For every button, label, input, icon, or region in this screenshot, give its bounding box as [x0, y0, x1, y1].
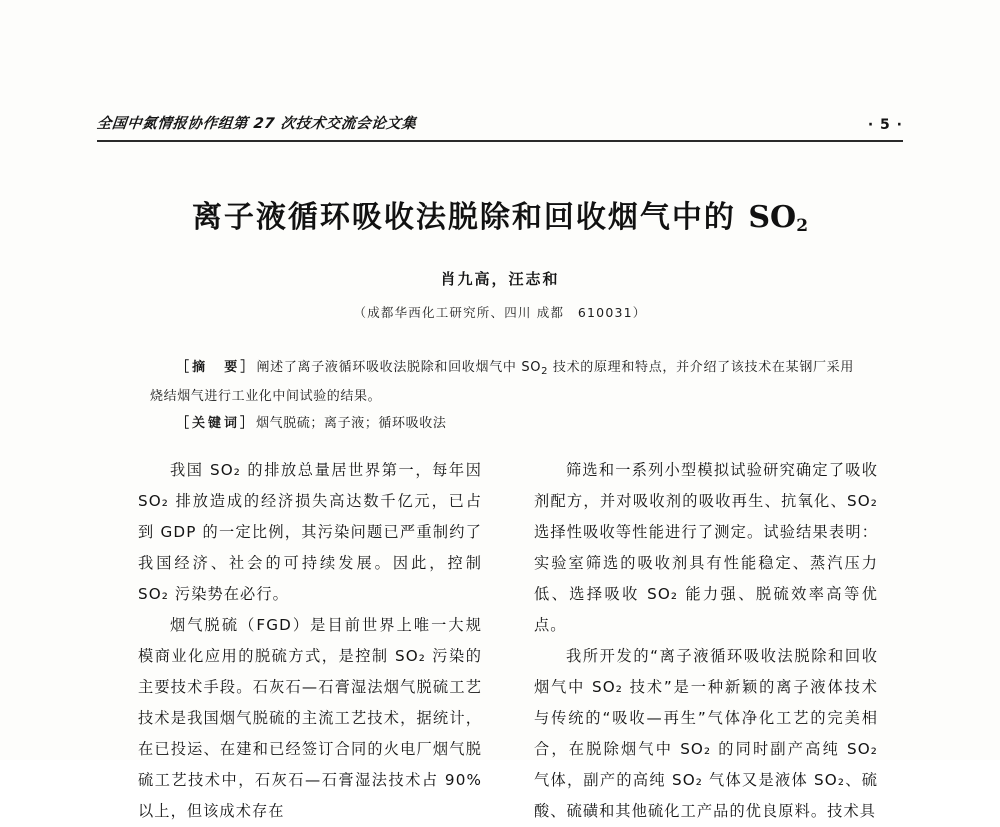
- keywords-text: 烟气脱硫；离子液；循环吸收法: [256, 416, 447, 431]
- paragraph: 筛选和一系列小型模拟试验研究确定了吸收剂配方，并对吸收剂的吸收再生、抗氧化、SO₂ 选择性吸收等性能进行了测定。试验结果表明：实验室筛选的吸收剂具有性能稳定、蒸汽压力低、选择吸收 SO₂ 能力强、脱硫效率高等优点。: [534, 461, 878, 634]
- abstract-subscript: 2: [541, 366, 549, 377]
- abstract-text-part1: 阐述了离子液循环吸收法脱除和回收烟气中 SO: [256, 360, 542, 375]
- keywords-label: ［关键词］: [176, 416, 257, 431]
- paragraph: 我国 SO₂ 的排放总量居世界第一，每年因 SO₂ 排放造成的经济损失高达数千亿元，已占到 GDP 的一定比例，其污染问题已严重制约了我国经济、社会的可持续发展。因此，控制 SO₂ 污染势在必行。: [138, 461, 482, 603]
- title-text: 离子液循环吸收法脱除和回收烟气中的: [191, 200, 749, 235]
- keywords-paragraph: [150, 411, 854, 436]
- title-formula-subscript: 2: [796, 216, 809, 236]
- page-title: [0, 192, 1000, 236]
- running-head-title: 全国中氮情报协作组第 27 次技术交流会论文集: [96, 116, 418, 132]
- left-column: [138, 455, 482, 827]
- page-number: · 5 ·: [867, 117, 903, 133]
- abstract-block: [150, 355, 854, 436]
- abstract-label: ［摘 要］: [176, 360, 257, 375]
- right-column: [534, 455, 878, 827]
- abstract-paragraph: [150, 355, 854, 409]
- affiliation: （成都华西化工研究所、四川 成都 610031）: [353, 305, 647, 320]
- authors: 肖九高，汪志和: [440, 270, 560, 288]
- body-columns: [138, 455, 878, 827]
- abstract-text-part2: 技术的原理和特点，并介绍了该技术在某钢厂采用烧结烟气进行工业化中间试验的结果。: [150, 360, 854, 404]
- title-formula: SO: [748, 200, 797, 235]
- header-rule: [97, 140, 903, 142]
- paragraph: 烟气脱硫（FGD）是目前世界上唯一大规模商业化应用的脱硫方式，是控制 SO₂ 污染的主要技术手段。石灰石—石膏湿法烟气脱硫工艺技术是我国烟气脱硫的主流工艺技术，据统计，在已投运、在建和已经签订合同的火电厂烟气脱硫工艺技术中，石灰石—石膏湿法技术占 90% 以上，但该成术存在: [138, 616, 482, 820]
- running-head: [97, 112, 903, 133]
- paragraph: 我所开发的“离子液循环吸收法脱除和回收烟气中 SO₂ 技术”是一种新颖的离子液体技术与传统的“吸收—再生”气体净化工艺的完美相合，在脱除烟气中 SO₂ 的同时副产高纯 SO₂ 气体，副产的高纯 SO₂ 气体又是液体 SO₂、硫酸、硫磺和其他硫化工产品的优良原料。技术具: [534, 647, 878, 820]
